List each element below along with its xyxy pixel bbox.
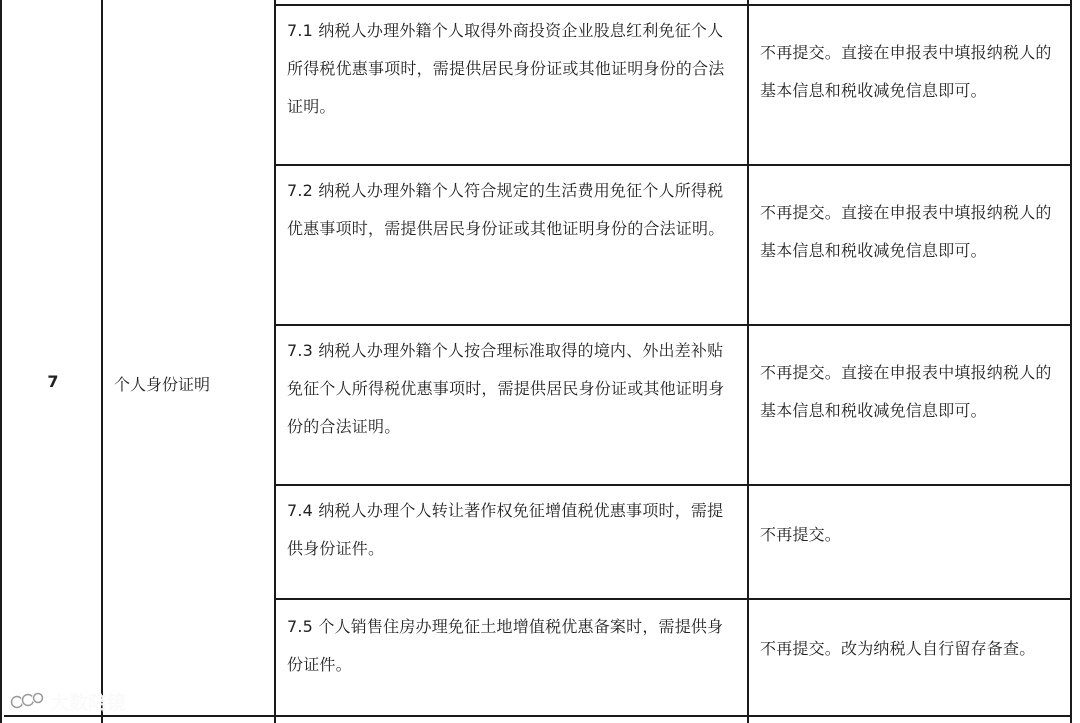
row-divider	[274, 598, 1072, 600]
response-cell: 不再提交。直接在申报表中填报纳税人的基本信息和税收减免信息即可。	[760, 43, 1052, 100]
response-cell: 不再提交。	[760, 525, 842, 544]
column-divider	[101, 0, 103, 723]
watermark-text: 大数陪镜	[50, 691, 127, 714]
column-divider	[1070, 0, 1072, 723]
section-number: 7	[47, 372, 59, 391]
logo-icon	[10, 689, 44, 713]
column-divider	[274, 0, 276, 723]
row-divider	[274, 164, 1072, 166]
condition-cell: 7.4 纳税人办理个人转让著作权免征增值税优惠事项时，需提供身份证件。	[287, 501, 724, 558]
row-divider	[4, 715, 1072, 717]
condition-cell: 7.2 纳税人办理外籍个人符合规定的生活费用免征个人所得税优惠事项时，需提供居民身份证或其他证明身份的合法证明。	[287, 181, 725, 238]
watermark	[10, 688, 126, 714]
condition-cell: 7.3 纳税人办理外籍个人按合理标准取得的境内、外出差补贴免征个人所得税优惠事项时，需提供居民身份证或其他证明身份的合法证明。	[287, 341, 725, 436]
row-divider	[274, 4, 1072, 6]
condition-cell: 7.5 个人销售住房办理免征土地增值税优惠备案时，需提供身份证件。	[287, 617, 724, 674]
section-label: 个人身份证明	[114, 375, 211, 394]
response-cell: 不再提交。直接在申报表中填报纳税人的基本信息和税收减免信息即可。	[760, 203, 1052, 260]
response-cell: 不再提交。直接在申报表中填报纳税人的基本信息和税收减免信息即可。	[760, 363, 1052, 420]
row-divider	[274, 484, 1072, 486]
response-cell: 不再提交。改为纳税人自行留存备查。	[760, 639, 1036, 658]
condition-cell: 7.1 纳税人办理外籍个人取得外商投资企业股息红利免征个人所得税优惠事项时，需提供居民身份证或其他证明身份的合法证明。	[287, 21, 725, 116]
column-divider	[747, 0, 749, 723]
row-divider	[274, 324, 1072, 326]
